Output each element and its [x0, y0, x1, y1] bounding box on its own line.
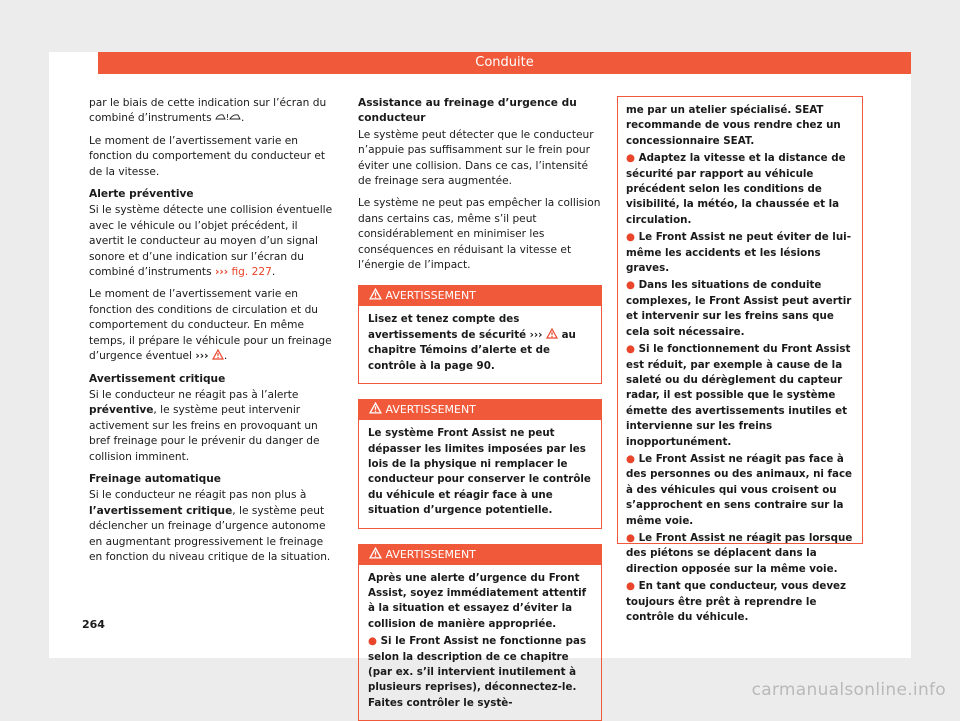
collision-warning-icon	[215, 113, 241, 121]
watermark: carmanualsonline.info	[751, 680, 946, 700]
bullet-icon: ●	[626, 152, 635, 165]
warning-triangle-icon	[212, 349, 224, 360]
figure-link[interactable]: fig. 227	[231, 266, 272, 279]
page-number: 264	[82, 618, 105, 631]
column-middle	[358, 96, 602, 721]
bullet-icon: ●	[626, 279, 635, 292]
warning-header: AVERTISSEMENT	[359, 400, 601, 420]
warning-body: Après une alerte d’urgence du Front Assist, soyez immédiatement attentif à la situation et essayez d’éviter la collision de manière appropriée. ● Si le Front Assist ne fonctionne pas selon la description de ce chapitre (par ex. s’il intervient inutilement à plusieurs reprises), déconnectez-le. Faites contrôler le systè-	[368, 571, 587, 709]
warning-body: Lisez et tenez compte des avertissements de sécurité ››› au chapitre Témoins d’alerte et de contrôle à la page 90.	[368, 313, 576, 372]
warning-box	[358, 285, 602, 384]
bullet-icon: ●	[368, 635, 377, 648]
heading-freinage-automatique: Freinage automatique	[89, 472, 221, 485]
section-header: Conduite	[98, 52, 911, 74]
paragraph: Le moment de l’avertissement varie en fonction des conditions de circulation et du comportement du conducteur. En même temps, il prépare le véhicule pour un freinage d’urgence éventuel ››› .	[89, 288, 332, 363]
paragraph: Le système peut détecter que le conducteur n’appuie pas suffisamment sur le frein pour éviter une collision. Dans ce cas, l’intensité de freinage sera augmentée.	[358, 128, 594, 188]
warning-triangle-icon	[369, 547, 382, 559]
paragraph: Si le conducteur ne réagit pas non plus à l’avertissement critique, le système peut déclencher un freinage d’urgence autonome en augmentant progressivement le freinage en fonction du niveau critique de la situation.	[89, 489, 331, 563]
heading-assistance-freinage: Assistance au freinage d’urgence du conducteur	[358, 97, 577, 125]
warning-box	[358, 399, 602, 528]
warning-triangle-icon	[369, 402, 382, 414]
warning-body: Le système Front Assist ne peut dépasser les limites imposées par les lois de la physique ni remplacer le conducteur pour conserver le contrôle du véhicule et réagir face à une situation d’urgence potentielle.	[368, 427, 591, 517]
bullet-icon: ●	[626, 231, 635, 244]
paragraph: Si le système détecte une collision éventuelle avec le véhicule ou l’objet précédent, il avertit le conducteur au moyen d’un signal sonore et d’une indication sur l’écran du combiné d’instruments ››› fig. 227.	[89, 204, 333, 279]
warning-triangle-icon	[369, 288, 382, 300]
warning-header: AVERTISSEMENT	[359, 286, 601, 306]
warning-header: AVERTISSEMENT	[359, 545, 601, 565]
warning-triangle-icon	[546, 328, 558, 339]
chapter-link[interactable]: au chapitre Témoins d’alerte et de contrôle à la page 90.	[368, 328, 576, 372]
paragraph: Le système ne peut pas empêcher la collision dans certains cas, même s’il peut considérablement en minimiser les conséquences en réduisant la vitesse et l’énergie de l’impact.	[358, 197, 601, 272]
column-left	[89, 96, 335, 572]
bullet-icon: ●	[626, 343, 635, 356]
paragraph: Si le conducteur ne réagit pas à l’alerte préventive, le système peut intervenir activement sur les freins en provoquant un bref freinage pour le prévenir du danger de collision imminent.	[89, 388, 320, 463]
heading-avertissement-critique: Avertissement critique	[89, 372, 226, 385]
warning-box	[358, 544, 602, 721]
bullet-icon: ●	[626, 531, 635, 544]
warning-continuation-box: me par un atelier spécialisé. SEAT recommande de vous rendre chez un concessionnaire SEAT. ● Adaptez la vitesse et la distance de sécurité par rapport au véhicule précédent selon les conditions de visibilité, la météo, la chaussée et la circulation. ● Le Front Assist ne peut éviter de lui-même les accidents et les lésions graves. ● Dans les situations de conduite complexes, le Front Assist peut avertir et intervenir sur les freins sans que cela soit nécessaire. ● Si le fonctionnement du Front Assist est réduit, par exemple à cause de la saleté ou du dérèglement du capteur radar, il est possible que le système émette des avertissements inutiles et intervienne sur les freins inopportunément. ● Le Front Assist ne réagit pas face à des personnes ou des animaux, ni face à des véhicules qui vous croisent ou s’approchent en sens contraire sur la même voie. ● Le Front Assist ne réagit pas lorsque des piétons se déplacent dans la direction opposée sur la même voie. ● En tant que conducteur, vous devez toujours être prêt à reprendre le contrôle du véhicule.	[617, 96, 863, 544]
svg-text:!: !	[225, 113, 230, 122]
paragraph: par le biais de cette indication sur l’écran du combiné d’instruments ! .	[89, 97, 327, 125]
paragraph: Le moment de l’avertissement varie en fonction du comportement du conducteur et de la vitesse.	[89, 134, 326, 178]
bullet-icon: ●	[626, 452, 635, 465]
heading-alerte-preventive: Alerte préventive	[89, 188, 194, 201]
bullet-icon: ●	[626, 580, 635, 593]
